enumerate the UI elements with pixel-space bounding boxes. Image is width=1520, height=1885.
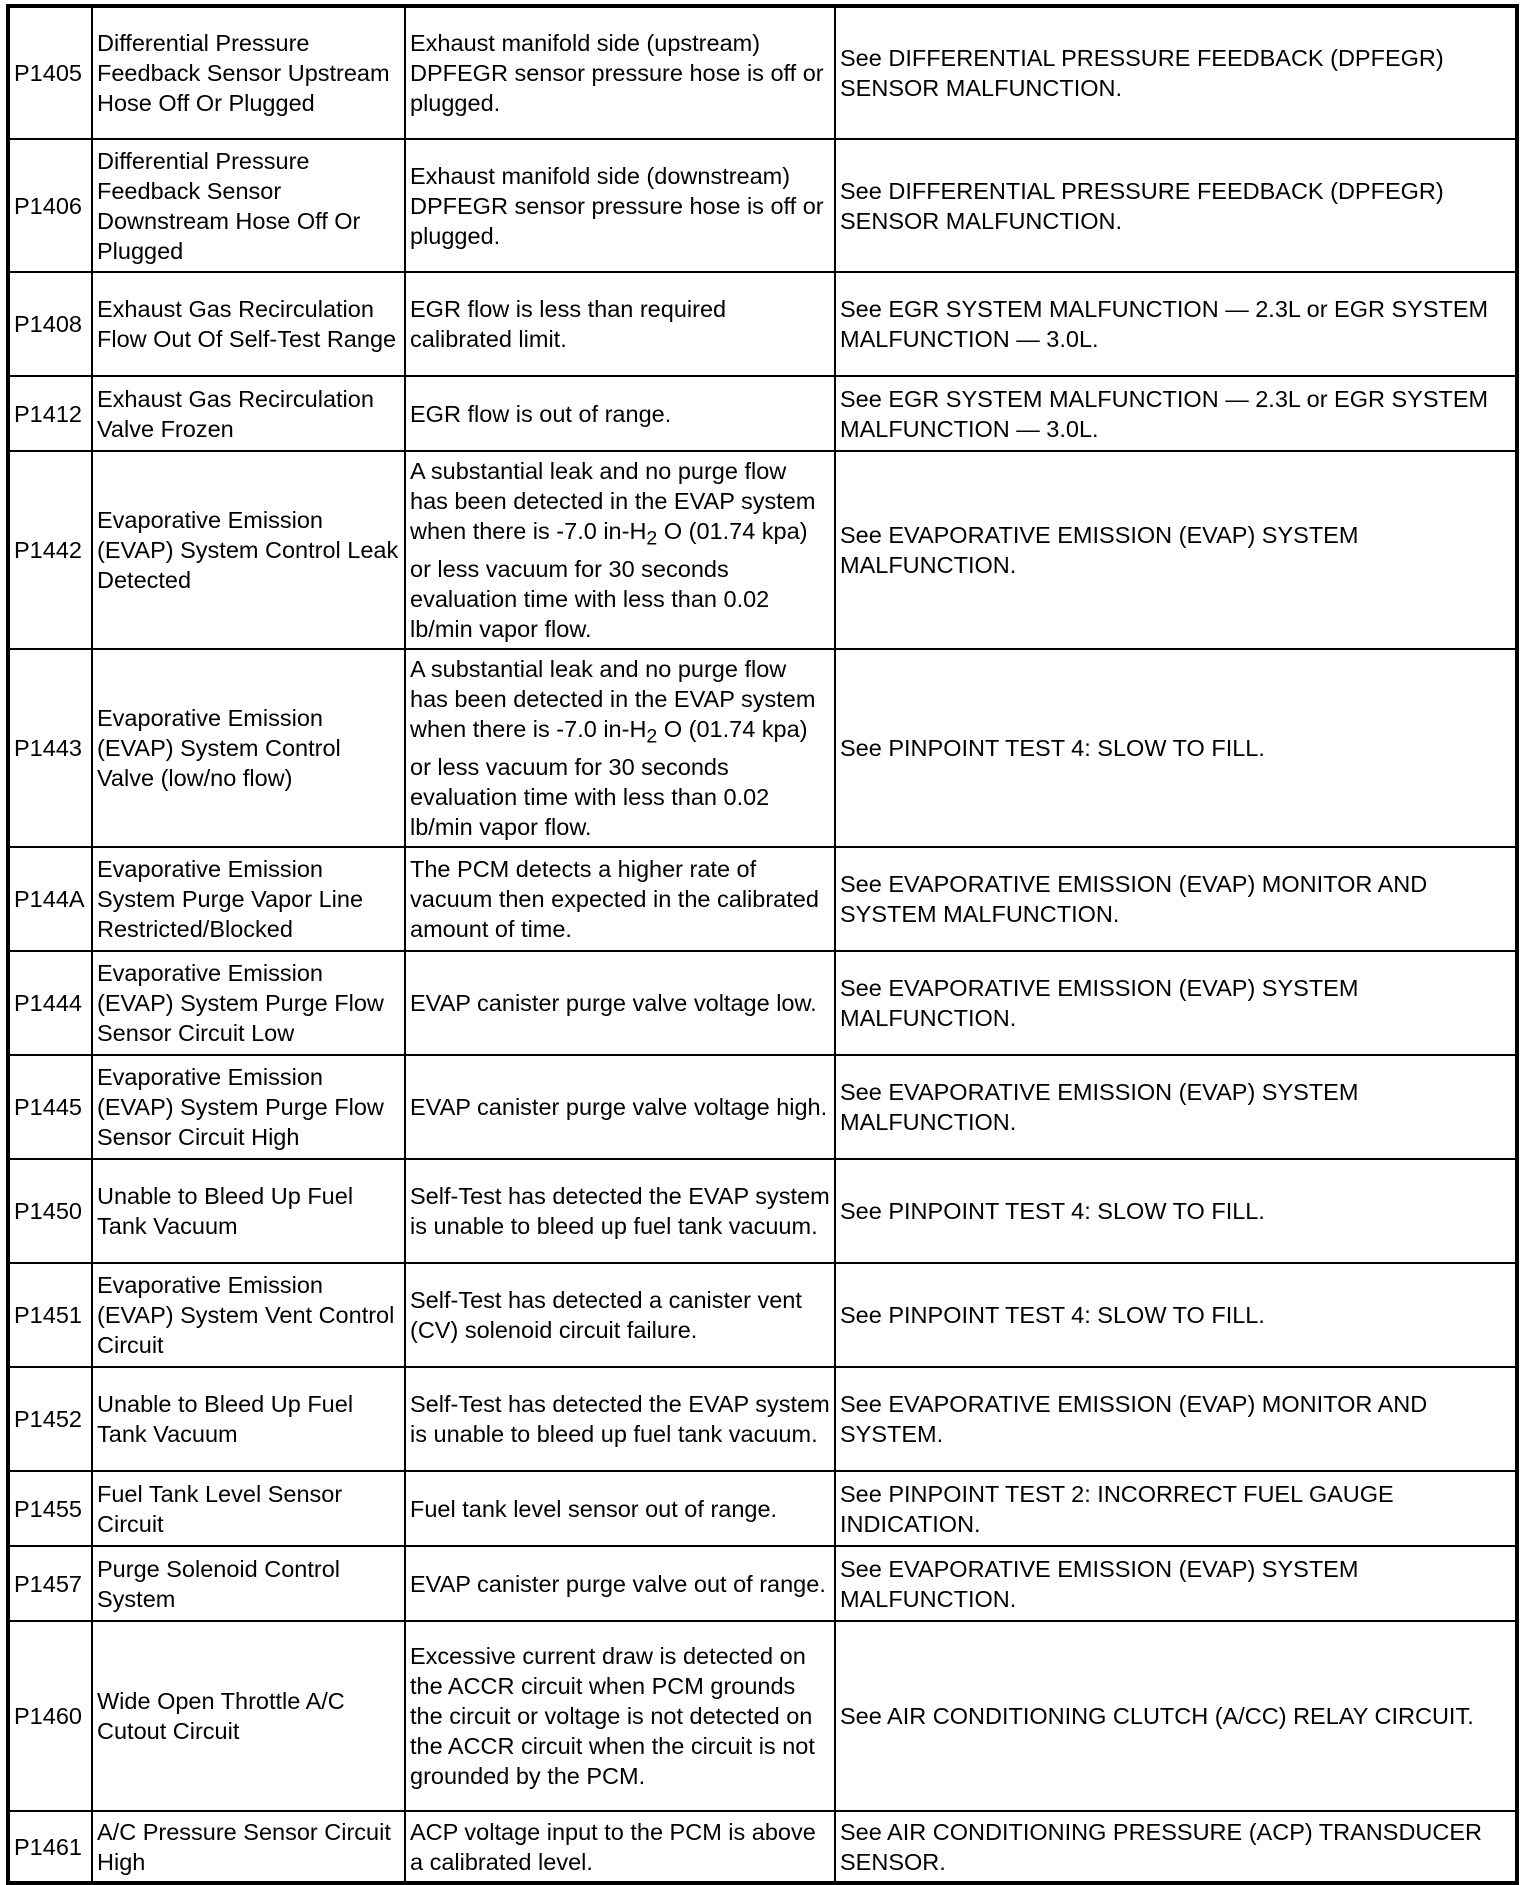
table-row	[8, 272, 1517, 376]
dtc-description: Differential Pressure Feedback Sensor Downstream Hose Off Or Plugged	[92, 139, 405, 272]
dtc-table-body	[8, 6, 1517, 1883]
dtc-code: P1460	[8, 1621, 92, 1811]
dtc-action: See AIR CONDITIONING CLUTCH (A/CC) RELAY CIRCUIT.	[835, 1621, 1517, 1811]
dtc-action: See AIR CONDITIONING PRESSURE (ACP) TRANSDUCER SENSOR.	[835, 1811, 1517, 1883]
dtc-description: A/C Pressure Sensor Circuit High	[92, 1811, 405, 1883]
dtc-condition	[405, 451, 835, 649]
dtc-condition: ACP voltage input to the PCM is above a calibrated level.	[405, 1811, 835, 1883]
condition-text-post: O (01.74 kpa) or less vacuum for 30 seconds evaluation time with less than 0.02 lb/min vapor flow.	[410, 716, 808, 840]
dtc-description: Evaporative Emission (EVAP) System Purge Flow Sensor Circuit High	[92, 1055, 405, 1159]
dtc-action: See DIFFERENTIAL PRESSURE FEEDBACK (DPFEGR) SENSOR MALFUNCTION.	[835, 139, 1517, 272]
dtc-code: P1452	[8, 1367, 92, 1471]
dtc-code: P1405	[8, 6, 92, 139]
dtc-action: See EGR SYSTEM MALFUNCTION — 2.3L or EGR SYSTEM MALFUNCTION — 3.0L.	[835, 376, 1517, 451]
dtc-code: P1406	[8, 139, 92, 272]
table-row	[8, 1546, 1517, 1621]
table-row	[8, 1055, 1517, 1159]
dtc-description: Unable to Bleed Up Fuel Tank Vacuum	[92, 1159, 405, 1263]
dtc-condition: EVAP canister purge valve out of range.	[405, 1546, 835, 1621]
dtc-code: P1443	[8, 649, 92, 847]
dtc-action: See EVAPORATIVE EMISSION (EVAP) SYSTEM MALFUNCTION.	[835, 1546, 1517, 1621]
dtc-condition: EGR flow is less than required calibrated limit.	[405, 272, 835, 376]
dtc-action: See PINPOINT TEST 4: SLOW TO FILL.	[835, 1263, 1517, 1367]
subscript-2: 2	[646, 725, 658, 748]
dtc-description: Fuel Tank Level Sensor Circuit	[92, 1471, 405, 1546]
table-row	[8, 451, 1517, 649]
dtc-action: See EVAPORATIVE EMISSION (EVAP) SYSTEM MALFUNCTION.	[835, 951, 1517, 1055]
table-row	[8, 1367, 1517, 1471]
dtc-description: Purge Solenoid Control System	[92, 1546, 405, 1621]
table-row	[8, 139, 1517, 272]
dtc-action: See EVAPORATIVE EMISSION (EVAP) SYSTEM MALFUNCTION.	[835, 451, 1517, 649]
subscript-2: 2	[646, 527, 658, 550]
dtc-condition: The PCM detects a higher rate of vacuum then expected in the calibrated amount of time.	[405, 847, 835, 951]
dtc-condition: EVAP canister purge valve voltage low.	[405, 951, 835, 1055]
dtc-description: Evaporative Emission (EVAP) System Control Valve (low/no flow)	[92, 649, 405, 847]
dtc-condition	[405, 649, 835, 847]
dtc-description: Evaporative Emission (EVAP) System Purge Flow Sensor Circuit Low	[92, 951, 405, 1055]
dtc-condition: Exhaust manifold side (downstream) DPFEGR sensor pressure hose is off or plugged.	[405, 139, 835, 272]
dtc-code: P1450	[8, 1159, 92, 1263]
dtc-description: Evaporative Emission (EVAP) System Control Leak Detected	[92, 451, 405, 649]
dtc-description: Evaporative Emission System Purge Vapor Line Restricted/Blocked	[92, 847, 405, 951]
dtc-code: P1445	[8, 1055, 92, 1159]
dtc-table	[6, 4, 1519, 1885]
table-row	[8, 951, 1517, 1055]
dtc-code: P1442	[8, 451, 92, 649]
dtc-code: P1461	[8, 1811, 92, 1883]
dtc-action: See EVAPORATIVE EMISSION (EVAP) MONITOR AND SYSTEM.	[835, 1367, 1517, 1471]
table-row	[8, 1471, 1517, 1546]
table-row	[8, 1159, 1517, 1263]
dtc-description: Differential Pressure Feedback Sensor Upstream Hose Off Or Plugged	[92, 6, 405, 139]
dtc-code: P1451	[8, 1263, 92, 1367]
dtc-action: See EVAPORATIVE EMISSION (EVAP) MONITOR AND SYSTEM MALFUNCTION.	[835, 847, 1517, 951]
dtc-description: Evaporative Emission (EVAP) System Vent Control Circuit	[92, 1263, 405, 1367]
dtc-description: Wide Open Throttle A/C Cutout Circuit	[92, 1621, 405, 1811]
dtc-description: Exhaust Gas Recirculation Valve Frozen	[92, 376, 405, 451]
dtc-action: See EGR SYSTEM MALFUNCTION — 2.3L or EGR SYSTEM MALFUNCTION — 3.0L.	[835, 272, 1517, 376]
dtc-code: P1444	[8, 951, 92, 1055]
dtc-code: P144A	[8, 847, 92, 951]
dtc-condition: EVAP canister purge valve voltage high.	[405, 1055, 835, 1159]
dtc-description: Exhaust Gas Recirculation Flow Out Of Self-Test Range	[92, 272, 405, 376]
condition-text-pre: A substantial leak and no purge flow has been detected in the EVAP system when there is -7.0 in-H	[410, 458, 816, 545]
condition-text-pre: A substantial leak and no purge flow has been detected in the EVAP system when there is -7.0 in-H	[410, 656, 816, 743]
dtc-code: P1455	[8, 1471, 92, 1546]
dtc-action: See PINPOINT TEST 4: SLOW TO FILL.	[835, 1159, 1517, 1263]
table-row	[8, 376, 1517, 451]
table-row	[8, 1621, 1517, 1811]
dtc-condition: Exhaust manifold side (upstream) DPFEGR sensor pressure hose is off or plugged.	[405, 6, 835, 139]
dtc-condition: Fuel tank level sensor out of range.	[405, 1471, 835, 1546]
table-row	[8, 847, 1517, 951]
table-row	[8, 1811, 1517, 1883]
dtc-condition: EGR flow is out of range.	[405, 376, 835, 451]
dtc-condition: Excessive current draw is detected on the ACCR circuit when PCM grounds the circuit or voltage is not detected on the ACCR circuit when the circuit is not grounded by the PCM.	[405, 1621, 835, 1811]
dtc-action: See EVAPORATIVE EMISSION (EVAP) SYSTEM MALFUNCTION.	[835, 1055, 1517, 1159]
table-row	[8, 1263, 1517, 1367]
table-row	[8, 649, 1517, 847]
dtc-condition: Self-Test has detected the EVAP system is unable to bleed up fuel tank vacuum.	[405, 1367, 835, 1471]
dtc-condition: Self-Test has detected a canister vent (CV) solenoid circuit failure.	[405, 1263, 835, 1367]
condition-text-post: O (01.74 kpa) or less vacuum for 30 seconds evaluation time with less than 0.02 lb/min vapor flow.	[410, 518, 808, 642]
table-row	[8, 6, 1517, 139]
dtc-description: Unable to Bleed Up Fuel Tank Vacuum	[92, 1367, 405, 1471]
dtc-code: P1457	[8, 1546, 92, 1621]
dtc-action: See DIFFERENTIAL PRESSURE FEEDBACK (DPFEGR) SENSOR MALFUNCTION.	[835, 6, 1517, 139]
dtc-action: See PINPOINT TEST 2: INCORRECT FUEL GAUGE INDICATION.	[835, 1471, 1517, 1546]
dtc-code: P1408	[8, 272, 92, 376]
dtc-code: P1412	[8, 376, 92, 451]
dtc-action: See PINPOINT TEST 4: SLOW TO FILL.	[835, 649, 1517, 847]
dtc-condition: Self-Test has detected the EVAP system is unable to bleed up fuel tank vacuum.	[405, 1159, 835, 1263]
